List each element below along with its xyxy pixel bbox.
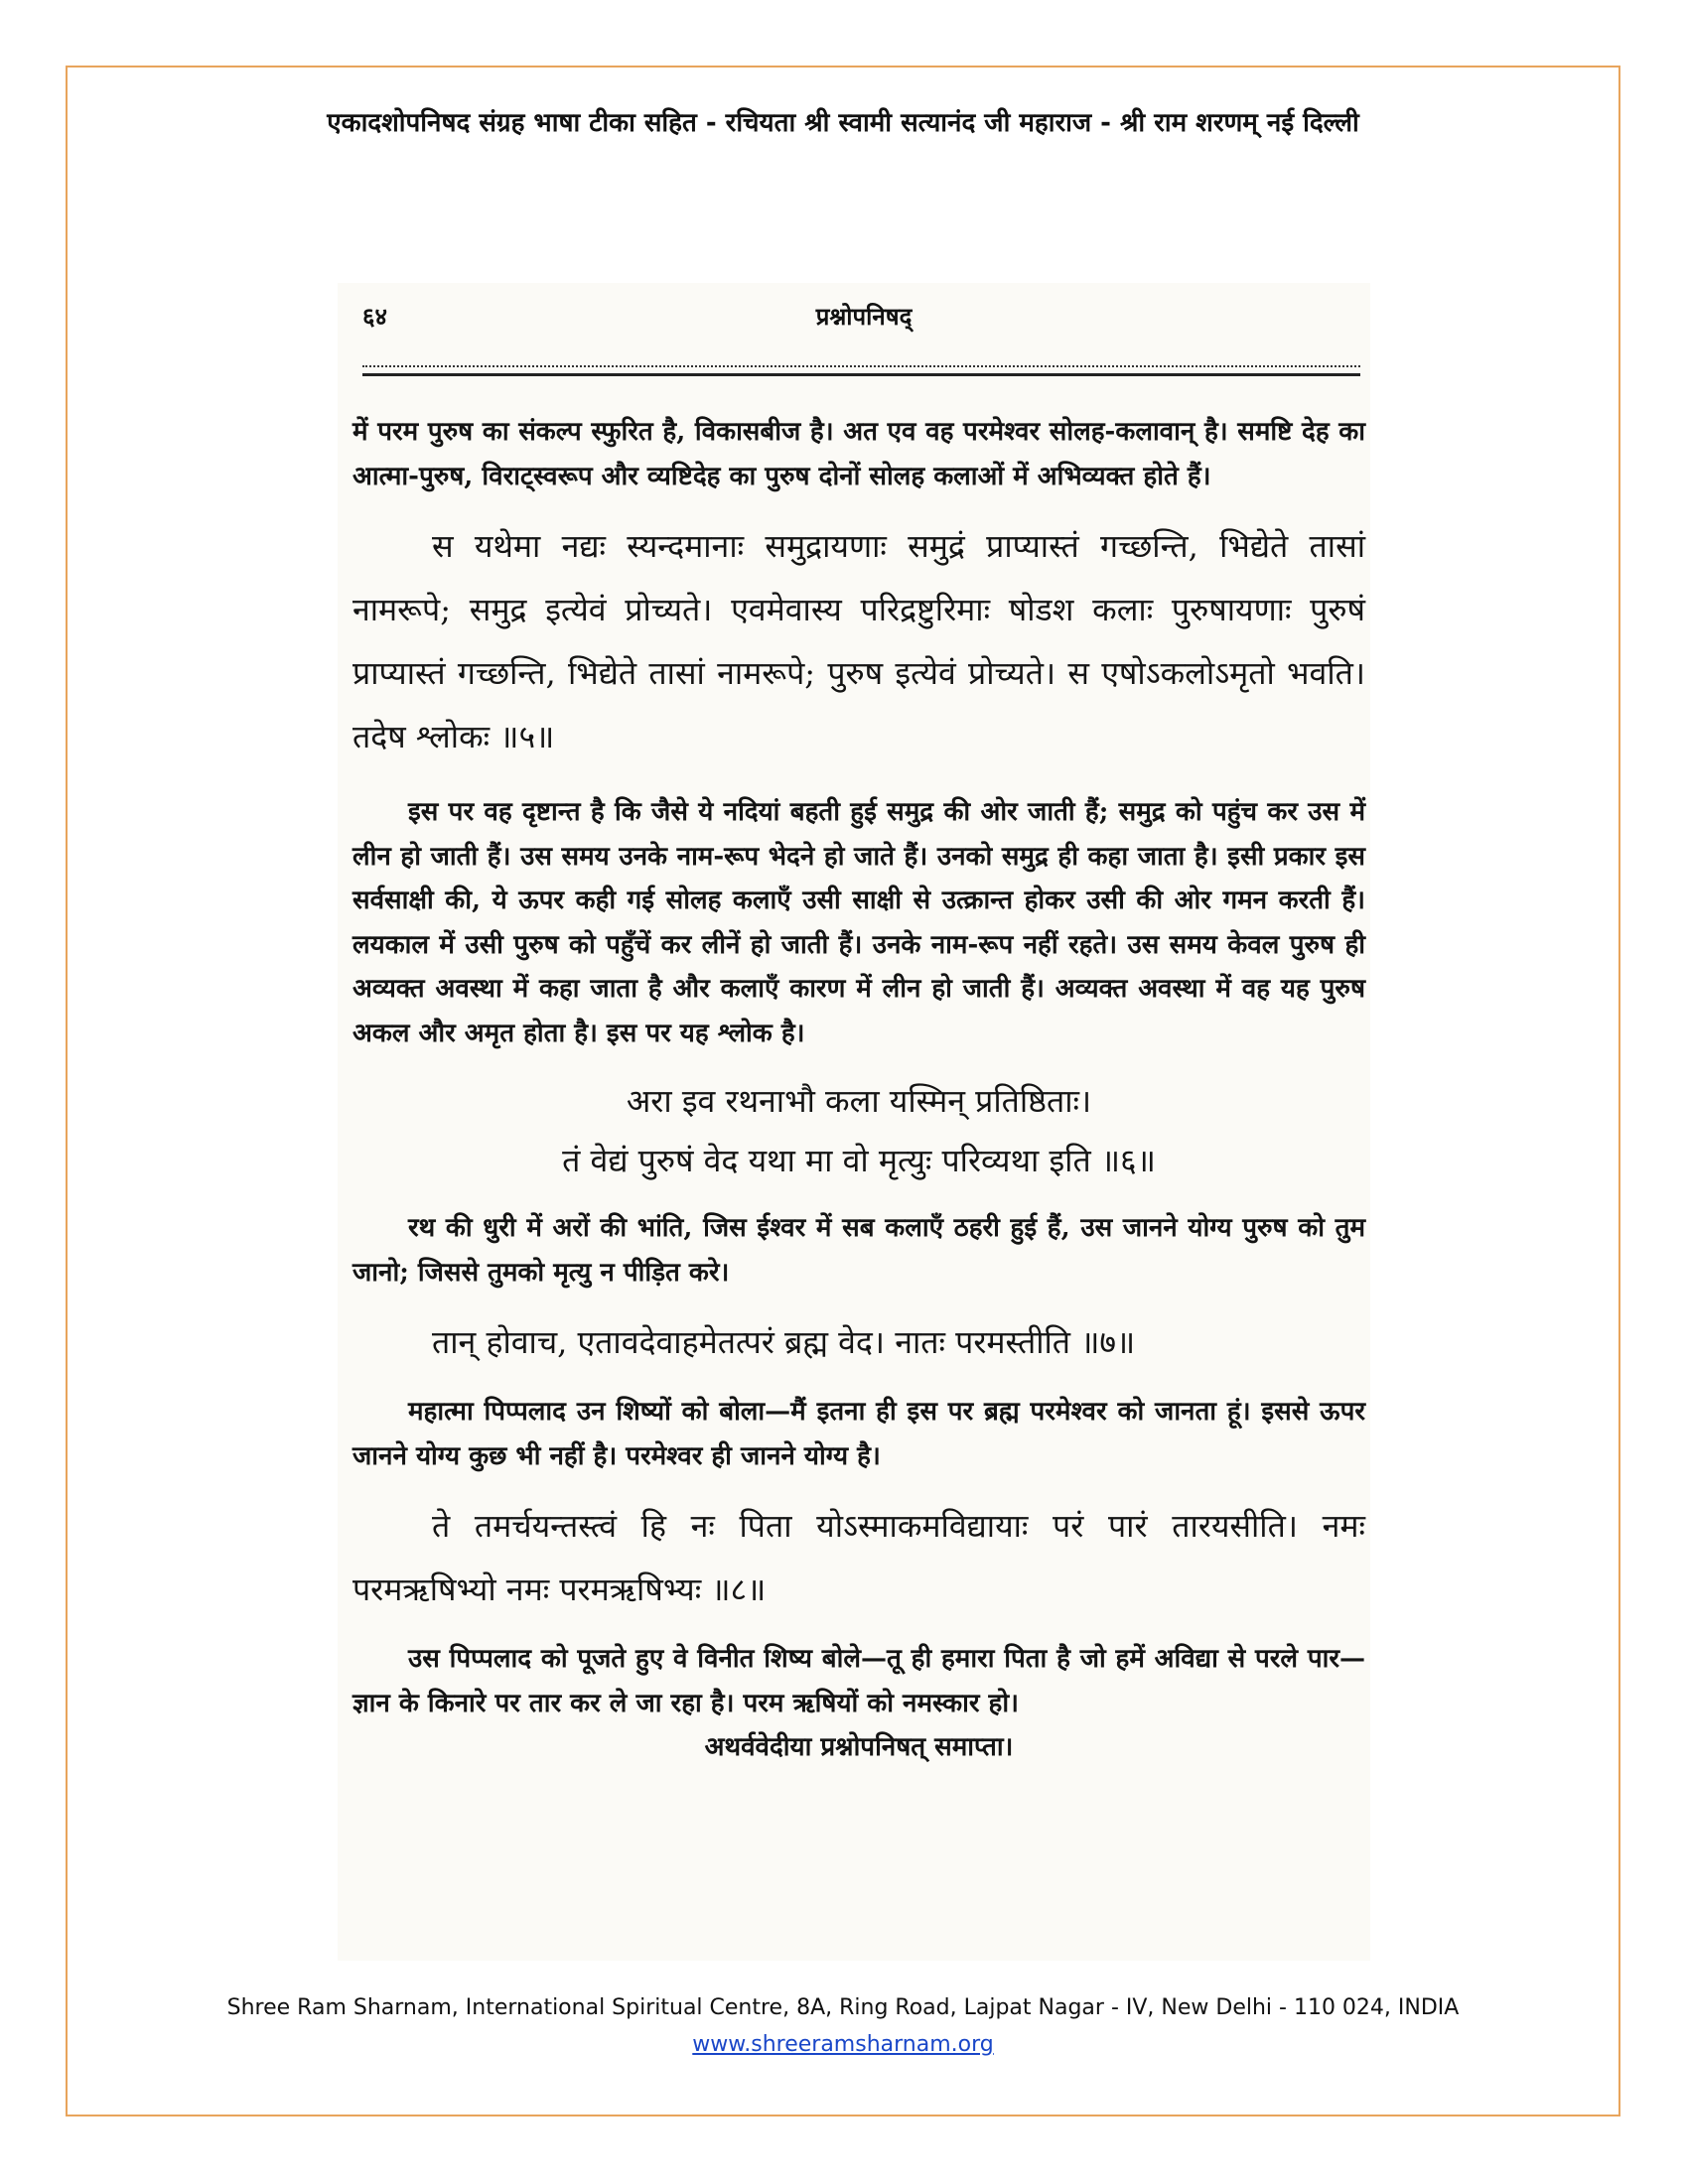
mantra-8: ते तमर्चयन्तस्त्वं हि नः पिता योऽस्माकमविद्यायाः परं पारं तारयसीति। नमः परमऋषिभ्यो नमः परमऋषिभ्यः ॥८॥ xyxy=(352,1507,1365,1608)
mantra-7: तान् होवाच, एतावदेवाहमेतत्परं ब्रह्म वेद। नातः परमस्तीति ॥७॥ xyxy=(432,1323,1136,1361)
website-link[interactable]: www.shreeramsharnam.org xyxy=(692,2032,994,2057)
page-title: प्रश्नोपनिषद् xyxy=(815,302,913,331)
closing-line: अथर्ववेदीया प्रश्नोपनिषत् समाप्ता। xyxy=(704,1732,1014,1762)
page-number: ६४ xyxy=(362,302,387,331)
page-body xyxy=(352,410,1365,1769)
commentary-paragraph-3: रथ की धुरी में अरों की भांति, जिस ईश्वर में सब कलाएँ ठहरी हुई हैं, उस जानने योग्य पुरुष को तुम जानो; जिससे तुमको मृत्यु न पीड़ित करे। xyxy=(352,1213,1365,1288)
commentary-paragraph-4: महात्मा पिप्पलाद उन शिष्यों को बोला—मैं इतना ही इस पर ब्रह्म परमेश्वर को जानता हूं। इससे ऊपर जानने योग्य कुछ भी नहीं है। परमेश्वर ही जानने योग्य है। xyxy=(352,1397,1365,1471)
commentary-paragraph-5: उस पिप्पलाद को पूजते हुए वे विनीत शिष्य बोले—तू ही हमारा पिता है जो हमें अविद्या से परले पार—ज्ञान के किनारे पर तार कर ले जा रहा है। परम ऋषियों को नमस्कार हो। xyxy=(352,1644,1365,1718)
mantra-5: स यथेमा नद्यः स्यन्दमानाः समुद्रायणाः समुद्रं प्राप्यास्तं गच्छन्ति, भिद्येते तासां नामरूपे; समुद्र इत्येवं प्रोच्यते। एवमेवास्य परिद्रष्टुरिमाः षोडश कलाः पुरुषायणाः पुरुषं प्राप्यास्तं गच्छन्ति, भिद्येते तासां नामरूपे; पुरुष इत्येवं प्रोच्यते। स एषोऽकलोऽमृतो भवति। तदेष श्लोकः ॥५॥ xyxy=(352,527,1365,755)
mantra-6-line-1: अरा इव रथनाभौ कला यस्मिन् प्रतिष्ठिताः। xyxy=(626,1082,1092,1120)
mantra-6-line-2: तं वेद्यं पुरुषं वेद यथा मा वो मृत्युः परिव्यथा इति ॥६॥ xyxy=(562,1142,1156,1179)
footer-address: Shree Ram Sharnam, International Spiritual Centre, 8A, Ring Road, Lajpat Nagar - IV, New Delhi - 110 024, INDIA xyxy=(226,1995,1460,2020)
commentary-paragraph-2: इस पर वह दृष्टान्त है कि जैसे ये नदियां बहती हुई समुद्र की ओर जाती हैं; समुद्र को पहुंच कर उस में लीन हो जाती हैं। उस समय उनके नाम-रूप भेदने हो जाते हैं। उनको समुद्र ही कहा जाता है। इसी प्रकार इस सर्वसाक्षी की, ये ऊपर कही गई सोलह कलाएँ उसी साक्षी से उत्क्रान्त होकर उसी की ओर गमन करती हैं। लयकाल में उसी पुरुष को पहुँचें कर लीनें हो जाती हैं। उनके नाम-रूप नहीं रहते। उस समय केवल पुरुष ही अव्यक्त अवस्था में कहा जाता है और कलाएँ कारण में लीन हो जाती हैं। अव्यक्त अवस्था में वह यह पुरुष अकल और अमृत होता है। इस पर यह श्लोक है। xyxy=(352,797,1365,1048)
page-head xyxy=(362,300,1365,340)
divider-dotted xyxy=(362,365,1360,367)
footer-url-container xyxy=(66,2032,1620,2057)
divider-solid xyxy=(362,373,1360,376)
document-header: एकादशोपनिषद संग्रह भाषा टीका सहित - रचियता श्री स्वामी सत्यानंद जी महाराज - श्री राम शरणम् नई दिल्ली xyxy=(327,108,1359,138)
commentary-paragraph-1: में परम पुरुष का संकल्प स्फुरित है, विकासबीज है। अत एव वह परमेश्वर सोलह-कलावान् है। समष्टि देह का आत्मा-पुरुष, विराट्स्वरूप और व्यष्टिदेह का पुरुष दोनों सोलह कलाओं में अभिव्यक्त होते हैं। xyxy=(352,417,1365,491)
